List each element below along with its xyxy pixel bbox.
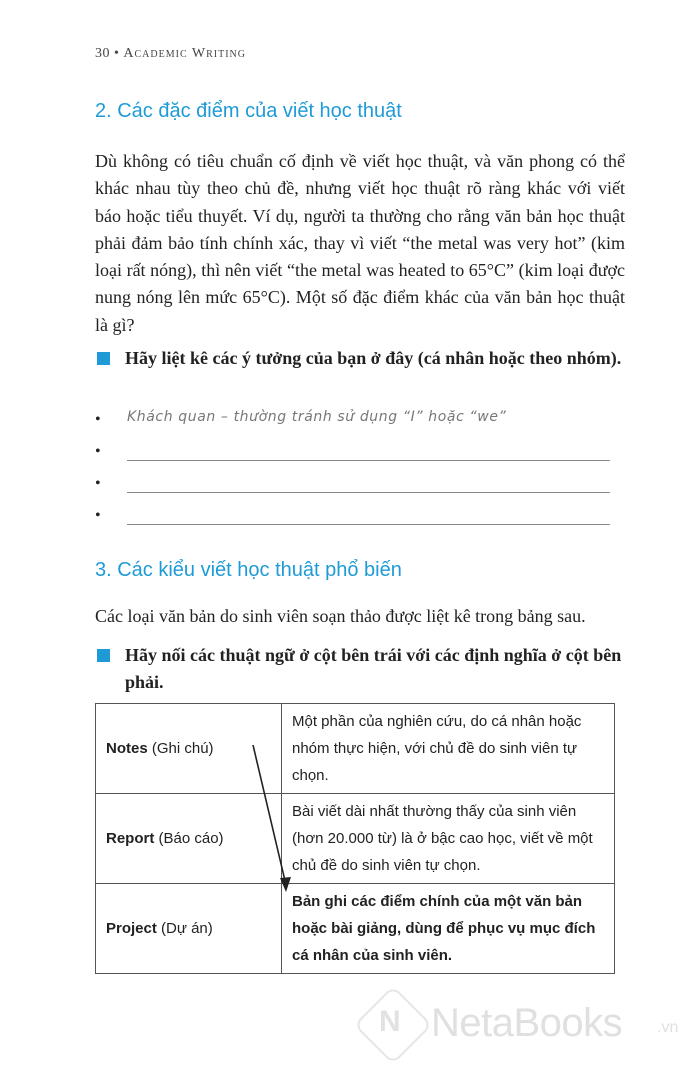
term-en: Report (106, 830, 155, 847)
term-cell[interactable] (96, 704, 282, 794)
answer-bullet-1 (95, 409, 610, 433)
section-2-task-text: Hãy liệt kê các ý tưởng của bạn ở đây (cá nhân hoặc theo nhóm). (125, 348, 622, 368)
blue-square-icon (97, 352, 110, 365)
section-3-task (95, 642, 625, 696)
bullet-dot-icon: • (95, 411, 101, 428)
definition-cell[interactable]: Bài viết dài nhất thường thấy của sinh viên (hơn 20.000 từ) là ở bậc cao học, viết về một chủ đề do sinh viên tự chọn. (282, 794, 615, 884)
table-row (96, 704, 615, 794)
table-row (96, 794, 615, 884)
section-3-heading: 3. Các kiểu viết học thuật phổ biến (95, 559, 402, 581)
bullet-dot-icon: • (95, 443, 101, 460)
running-head (95, 46, 246, 62)
section-2-paragraph: Dù không có tiêu chuẩn cố định về viết học thuật, và văn phong có thể khác nhau tùy theo chủ đề, nhưng viết học thuật rõ ràng khác với viết báo hoặc tiểu thuyết. Ví dụ, người ta thường cho rằng văn bản học thuật phải đảm bảo tính chính xác, thay vì viết “the metal was very hot” (kim loại rất nóng), thì nên viết “the metal was heated to 65°C” (kim loại được nung nóng lên mức 65°C). Một số đặc điểm khác của văn bản học thuật là gì? (95, 151, 625, 335)
term-cell[interactable] (96, 794, 282, 884)
blue-square-icon (97, 649, 110, 662)
matching-table (95, 703, 615, 974)
term-vi: (Dự án) (161, 920, 213, 937)
answer-line[interactable] (127, 460, 610, 461)
logo-letter: N (379, 1005, 401, 1038)
section-3-task-text: Hãy nối các thuật ngữ ở cột bên trái với các định nghĩa ở cột bên phải. (125, 645, 622, 692)
section-2-task (95, 345, 625, 372)
section-2-heading: 2. Các đặc điểm của viết học thuật (95, 100, 402, 122)
term-en: Notes (106, 740, 148, 757)
page-number: 30 (95, 46, 110, 61)
answer-bullet-3[interactable] (95, 473, 610, 497)
bullet-dot-icon: • (95, 475, 101, 492)
book-title: Academic Writing (123, 46, 246, 61)
header-separator: • (114, 46, 120, 61)
watermark-tld: .vn (657, 1019, 679, 1036)
definition-cell[interactable]: Một phần của nghiên cứu, do cá nhân hoặc nhóm thực hiện, với chủ đề do sinh viên tự chọn. (282, 704, 615, 794)
definition-cell[interactable]: Bản ghi các điểm chính của một văn bản hoặc bài giảng, dùng để phục vụ mục đích cá nhân của sinh viên. (282, 884, 615, 974)
term-en: Project (106, 920, 157, 937)
table-row (96, 884, 615, 974)
watermark-brand: NetaBooks (431, 1001, 623, 1045)
answer-line[interactable] (127, 524, 610, 525)
handwritten-answer: Khách quan – thường tránh sử dụng “I” hoặc “we” (127, 409, 507, 425)
term-vi: (Ghi chú) (151, 740, 214, 757)
bullet-dot-icon: • (95, 507, 101, 524)
watermark (365, 995, 685, 1055)
answer-line[interactable] (127, 492, 610, 493)
term-vi: (Báo cáo) (158, 830, 224, 847)
term-cell[interactable] (96, 884, 282, 974)
answer-bullet-4[interactable] (95, 505, 610, 529)
answer-bullet-2[interactable] (95, 441, 610, 465)
section-3-intro: Các loại văn bản do sinh viên soạn thảo được liệt kê trong bảng sau. (95, 606, 586, 626)
